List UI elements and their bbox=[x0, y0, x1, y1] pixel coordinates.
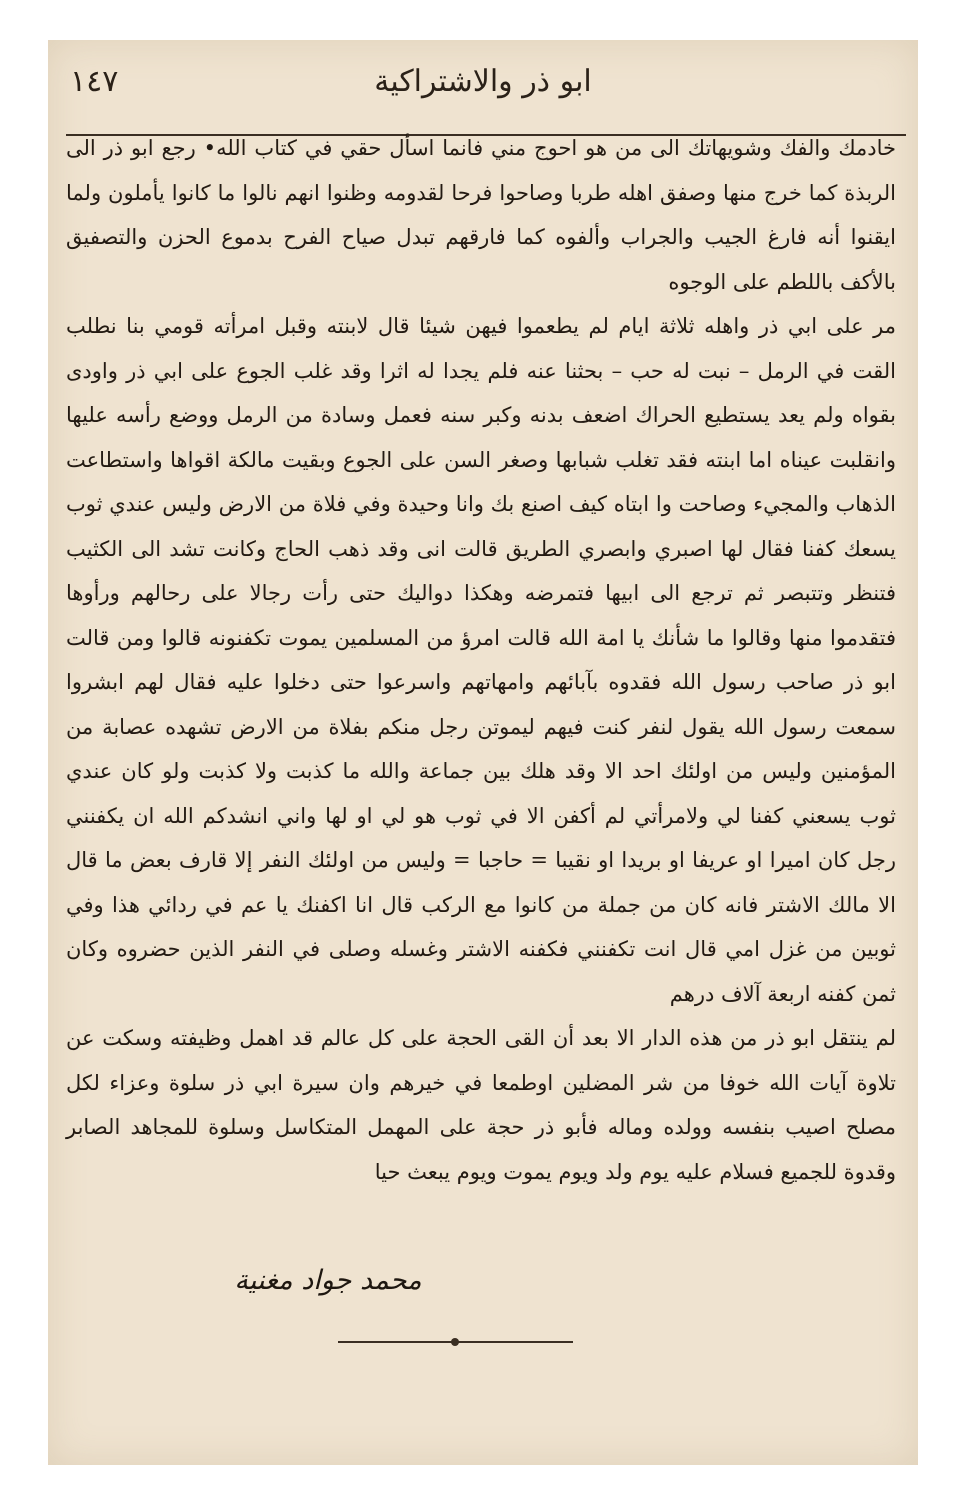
paragraph-1: خادمك والفك وشويهاتك الى من هو احوج مني فانما اسأل حقي في كتاب الله• رجع ابو ذر الى الربذة كما خرج منها وصفق اهله طربا وصاحوا فرحا لقدومه وظنوا انهم نالوا ما كانوا يأملون ولما ايقنوا أنه فارغ الجيب والجراب وألفوه كما فارقهم تبدل صياح الفرح بدموع الحزن والتصفيق بالأكف باللطم على الوجوه bbox=[66, 136, 896, 294]
page-number: ١٤٧ bbox=[70, 64, 119, 99]
book-page bbox=[48, 40, 918, 1465]
end-divider bbox=[338, 1338, 573, 1346]
author-signature: محمد جواد مغنية bbox=[234, 1265, 422, 1296]
end-divider-dot bbox=[451, 1338, 459, 1346]
paragraph-3: لم ينتقل ابو ذر من هذه الدار الا بعد أن القى الحجة على كل عالم قد اهمل وظيفته وسكت عن تلاوة آيات الله خوفا من شر المضلين اوطمعا في خيرهم وان سيرة ابي ذر سلوة وعزاء لكل مصلح اصيب بنفسه وولده وماله فأبو ذر حجة على المهمل المتكاسل وسلوة للمجاهد الصابر وقدوة للجميع فسلام عليه يوم ولد ويوم يموت ويوم يبعث حيا bbox=[66, 1026, 896, 1184]
paragraph-2: مر على ابي ذر واهله ثلاثة ايام لم يطعموا فيهن شيئا قال لابنته وقبل امرأته قومي بنا نطلب القت في الرمل – نبت له حب – بحثنا عنه فلم يجدا له اثرا وقد غلب الجوع على ابي ذر واودى بقواه ولم يعد يستطيع الحراك اضعف بدنه وكبر سنه فعمل وسادة من الرمل ووضع رأسه عليها وانقلبت عيناه اما ابنته فقد تغلب شبابها وصغر السن على الجوع وبقيت مالكة اقواها واستطاعت الذهاب والمجيء وصاحت وا ابتاه كيف اصنع بك وانا وحيدة وفي فلاة من الارض وليس عندي ثوب يسعك كفنا فقال لها اصبري وابصري الطريق قالت انى وقد ذهب الحاج وكانت تشد الى الكثيب فتنظر وتتبصر ثم ترجع الى ابيها فتمرضه وهكذا دواليك حتى رأت رجالا على رحالهم ورأوها فتقدموا منها وقالوا ما شأنك يا امة الله قالت امرؤ من المسلمين يموت تكفنونه قالوا ومن قالت ابو ذر صاحب رسول الله فقدوه بآبائهم وامهاتهم واسرعوا حتى دخلوا عليه فقال لهم ابشروا سمعت رسول الله يقول لنفر كنت فيهم ليموتن رجل منكم بفلاة من الارض تشهده عصابة من المؤمنين وليس من اولئك احد الا وقد هلك بين جماعة والله ما كذبت ولا كذبت ولو كان عندي ثوب يسعني كفنا لي ولامرأتي لم أكفن الا في ثوب هو لي او لها واني انشدكم الله ان يكفنني رجل كان اميرا او عريفا او بريدا او نقيبا = حاجبا = وليس من اولئك النفر إلا قارف بعض ما قال الا مالك الاشتر فانه كان من جملة من كانوا مع الركب قال انا اكفنك يا عم في ردائي هذا وفي ثوبين من غزل امي قال انت تكفنني فكفنه الاشتر وغسله وصلى في النفر الذين حضروه وكان ثمن كفنه اربعة آلاف درهم bbox=[66, 314, 896, 1006]
page-header bbox=[48, 60, 918, 120]
running-title: ابو ذر والاشتراكية bbox=[374, 64, 592, 99]
article-body bbox=[66, 126, 896, 1194]
